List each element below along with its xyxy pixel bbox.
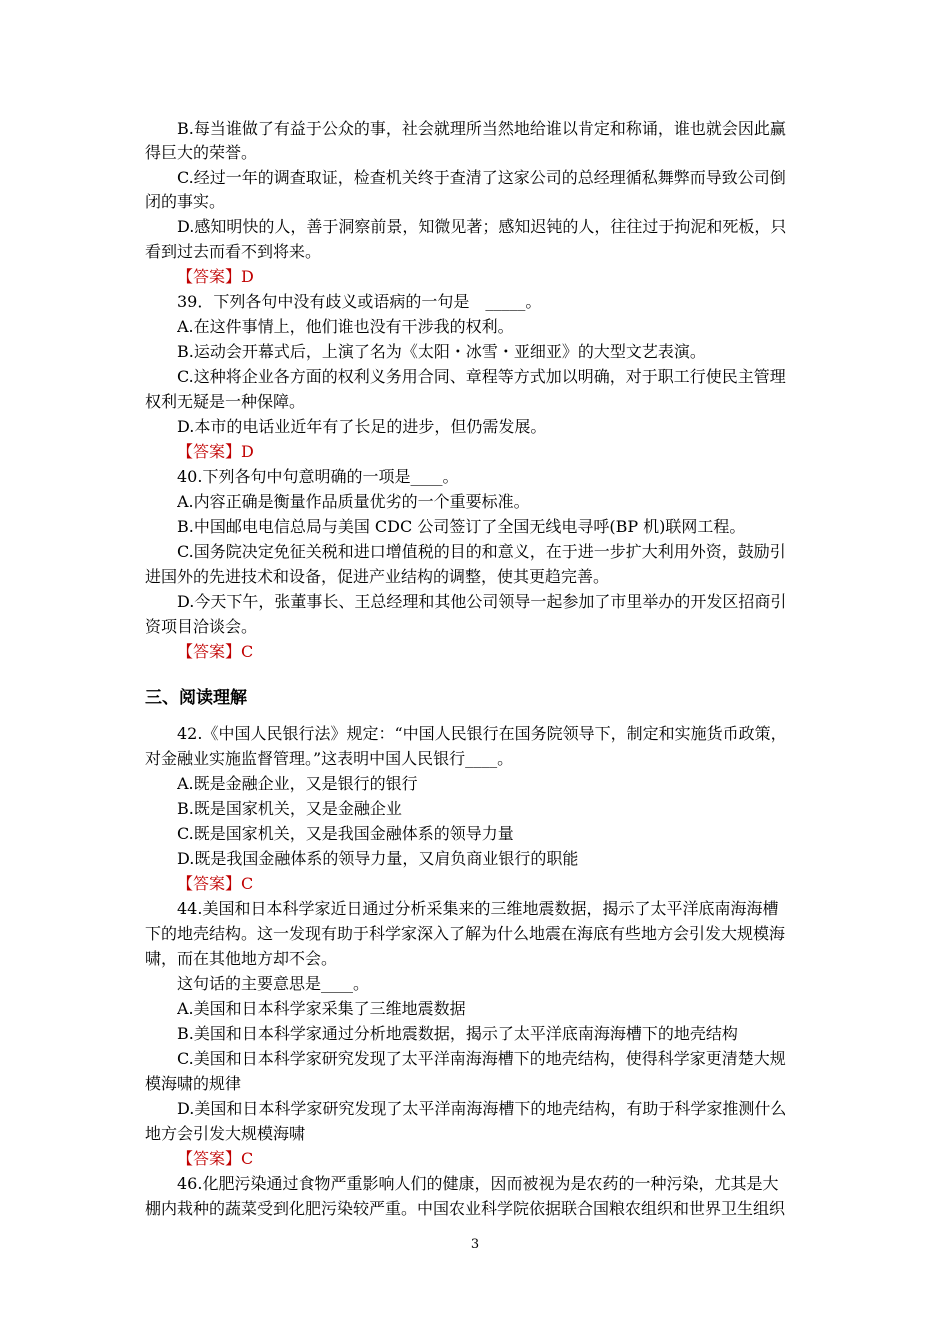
q44-option-c: C.美国和日本科学家研究发现了太平洋南海海槽下的地壳结构，使得科学家更清楚大规 bbox=[177, 1049, 786, 1068]
q40-option-d-cont: 资项目洽谈会。 bbox=[145, 617, 258, 636]
answer-label: 【答案】D bbox=[177, 267, 254, 286]
q40-option-c: C.国务院决定免征关税和进口增值税的目的和意义，在于进一步扩大利用外资，鼓励引 bbox=[177, 542, 786, 561]
q42-option-b: B.既是国家机关，又是金融企业 bbox=[177, 799, 402, 818]
question-44-prompt: 这句话的主要意思是____。 bbox=[177, 974, 370, 993]
question-46: 46.化肥污染通过食物严重影响人们的健康，因而被视为是农药的一种污染，尤其是大 bbox=[177, 1174, 779, 1193]
q44-option-d-cont: 地方会引发大规模海啸 bbox=[145, 1124, 306, 1143]
q40-option-c-cont: 进国外的先进技术和设备，促进产业结构的调整，使其更趋完善。 bbox=[145, 567, 610, 586]
q40-option-b: B.中国邮电电信总局与美国 CDC 公司签订了全国无线电寻呼(BP 机)联网工程。 bbox=[177, 517, 746, 536]
question-44-cont: 下的地壳结构。这一发现有助于科学家深入了解为什么地震在海底有些地方会引发大规模海 bbox=[145, 924, 786, 943]
q39-option-a: A.在这件事情上，他们谁也没有干涉我的权利。 bbox=[177, 317, 514, 336]
q42-option-c: C.既是国家机关，又是我国金融体系的领导力量 bbox=[177, 824, 514, 843]
option-d-cont: 看到过去而看不到将来。 bbox=[145, 242, 322, 261]
option-b-line: B.每当谁做了有益于公众的事，社会就理所当然地给谁以肯定和称诵，谁也就会因此赢 bbox=[177, 119, 786, 138]
q39-option-c-cont: 权利无疑是一种保障。 bbox=[145, 392, 306, 411]
q44-option-b: B.美国和日本科学家通过分析地震数据，揭示了太平洋底南海海槽下的地壳结构 bbox=[177, 1024, 738, 1043]
q39-option-c: C.这种将企业各方面的权利义务用合同、章程等方式加以明确，对于职工行使民主管理 bbox=[177, 367, 786, 386]
section-heading: 三、阅读理解 bbox=[145, 688, 247, 708]
question-44: 44.美国和日本科学家近日通过分析采集来的三维地震数据，揭示了太平洋底南海海槽 bbox=[177, 899, 779, 918]
q40-option-a: A.内容正确是衡量作品质量优劣的一个重要标准。 bbox=[177, 492, 530, 511]
option-d-line: D.感知明快的人，善于洞察前景，知微见著；感知迟钝的人，往往过于拘泥和死板，只 bbox=[177, 217, 787, 236]
q44-option-a: A.美国和日本科学家采集了三维地震数据 bbox=[177, 999, 466, 1018]
answer-label: 【答案】C bbox=[177, 874, 254, 893]
question-42-cont: 对金融业实施监督管理。”这表明中国人民银行____。 bbox=[145, 749, 514, 768]
answer-label: 【答案】D bbox=[177, 442, 254, 461]
answer-label: 【答案】C bbox=[177, 1149, 254, 1168]
q39-option-d: D.本市的电话业近年有了长足的进步，但仍需发展。 bbox=[177, 417, 547, 436]
q39-option-b: B.运动会开幕式后，上演了名为《太阳・冰雪・亚细亚》的大型文艺表演。 bbox=[177, 342, 706, 361]
question-40: 40.下列各句中句意明确的一项是____。 bbox=[177, 467, 459, 486]
q40-option-d: D.今天下午，张董事长、王总经理和其他公司领导一起参加了市里举办的开发区招商引 bbox=[177, 592, 787, 611]
q44-option-d: D.美国和日本科学家研究发现了太平洋南海海槽下的地壳结构，有助于科学家推测什么 bbox=[177, 1099, 787, 1118]
question-39: 39．下列各句中没有歧义或语病的一句是 _____。 bbox=[177, 292, 542, 311]
q44-option-c-cont: 模海啸的规律 bbox=[145, 1074, 242, 1093]
page-number: 3 bbox=[470, 1237, 480, 1252]
q42-option-d: D.既是我国金融体系的领导力量，又肩负商业银行的职能 bbox=[177, 849, 579, 868]
option-c-cont: 闭的事实。 bbox=[145, 192, 226, 211]
option-c-line: C.经过一年的调查取证，检查机关终于查清了这家公司的总经理循私舞弊而导致公司倒 bbox=[177, 168, 786, 187]
question-44-cont: 啸，而在其他地方却不会。 bbox=[145, 949, 338, 968]
question-42: 42.《中国人民银行法》规定：“中国人民银行在国务院领导下，制定和实施货币政策， bbox=[177, 724, 787, 743]
answer-label: 【答案】C bbox=[177, 642, 254, 661]
question-46-cont: 棚内栽种的蔬菜受到化肥污染较严重。中国农业科学院依据联合国粮农组织和世界卫生组织 bbox=[145, 1199, 786, 1218]
q42-option-a: A.既是金融企业，又是银行的银行 bbox=[177, 774, 418, 793]
option-b-cont: 得巨大的荣誉。 bbox=[145, 143, 258, 162]
